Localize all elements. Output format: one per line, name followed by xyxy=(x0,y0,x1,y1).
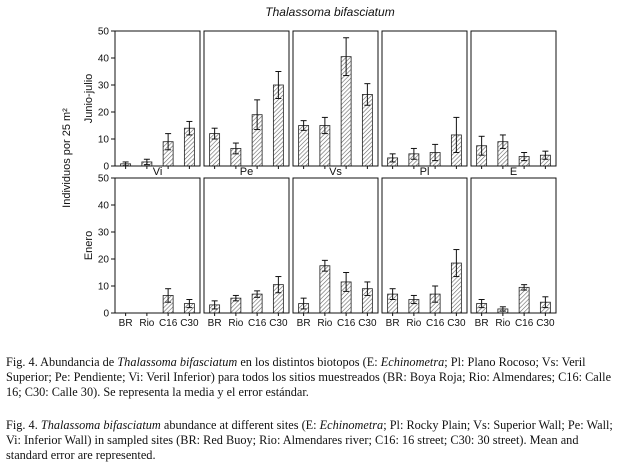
x-tick-label: BR xyxy=(474,318,489,329)
row-label-junio-julio: Junio-julio xyxy=(83,73,95,124)
panel-frame xyxy=(471,178,556,313)
y-tick-label: 50 xyxy=(97,173,109,185)
x-tick-label: C30 xyxy=(447,318,466,329)
x-tick-label: Rio xyxy=(317,318,333,329)
row-label-enero: Enero xyxy=(83,230,95,261)
panel-label-pe: Pe xyxy=(239,166,254,178)
caption-es-echinometra: Echinometra xyxy=(380,355,445,369)
y-tick-label: 0 xyxy=(103,161,109,173)
x-tick-label: Rio xyxy=(139,318,155,329)
x-tick-label: C16 xyxy=(158,318,178,329)
bar xyxy=(519,287,529,313)
caption-es-part1: Fig. 4. Abundancia de xyxy=(6,355,118,369)
caption-en-echinometra: Echinometra xyxy=(319,418,384,432)
caption-spanish xyxy=(6,355,616,401)
caption-es-part2: en los distintos biotopos (E: xyxy=(237,355,381,369)
x-tick-label: BR xyxy=(296,318,311,329)
x-tick-label: C30 xyxy=(536,318,555,329)
caption-english xyxy=(6,418,616,464)
x-tick-label: C16 xyxy=(425,318,445,329)
caption-es-species: Thalassoma bifasciatum xyxy=(117,355,238,369)
x-tick-label: C30 xyxy=(358,318,377,329)
x-tick-label: C30 xyxy=(269,318,288,329)
panel-label-e: E xyxy=(509,166,518,178)
x-tick-label: C16 xyxy=(514,318,534,329)
caption-en-part3: ; Pl: Rocky Plain; Vs: Superior Wall; Pe: Wall; Vi: Inferior Wall) in sampled sites (BR: Red Buoy; Rio: Almendares river; C16: 16 street; C30: 30 street). Mean and standard error are represented. xyxy=(6,418,613,463)
x-tick-label: BR xyxy=(207,318,222,329)
panel-frame xyxy=(115,178,200,313)
x-tick-label: BR xyxy=(118,318,133,329)
y-tick-label: 10 xyxy=(97,134,109,146)
y-tick-label: 40 xyxy=(97,53,109,65)
caption-en-part1: Fig. 4. xyxy=(6,418,41,432)
y-tick-label: 20 xyxy=(97,107,109,119)
x-tick-label: BR xyxy=(385,318,400,329)
x-tick-label: C16 xyxy=(247,318,267,329)
y-tick-label: 30 xyxy=(97,80,109,92)
panel-label-vs: Vs xyxy=(329,166,342,178)
y-tick-label: 20 xyxy=(97,254,109,266)
y-tick-label: 30 xyxy=(97,227,109,239)
x-tick-label: C30 xyxy=(180,318,199,329)
x-tick-label: Rio xyxy=(406,318,422,329)
panel-label-vi: Vi xyxy=(152,166,163,178)
caption-en-part2: abundance at different sites (E: xyxy=(160,418,320,432)
bar xyxy=(299,126,309,167)
y-tick-label: 0 xyxy=(103,308,109,320)
x-tick-label: C16 xyxy=(336,318,356,329)
chart-title: Thalassoma bifasciatum xyxy=(265,5,395,19)
caption-en-species: Thalassoma bifasciatum xyxy=(40,418,161,432)
x-tick-label: Rio xyxy=(228,318,244,329)
y-tick-label: 10 xyxy=(97,281,109,293)
panel-label-pl: Pl xyxy=(419,166,430,178)
x-tick-label: Rio xyxy=(495,318,511,329)
bar xyxy=(320,266,330,313)
y-tick-label: 50 xyxy=(97,26,109,38)
y-axis-label: Individuos por 25 m² xyxy=(61,108,73,208)
caption-es-part3: ; Pl: Plano Rocoso; Vs: Veril Superior; Pe: Pendiente; Vi: Veril Inferior) para todos los sitios muestreados (BR: Boya Roja; Rio: Almendares; C16: Calle 16; C30: Calle 30). Se representa la media y el error estándar. xyxy=(6,355,612,400)
y-tick-label: 40 xyxy=(97,200,109,212)
panel-grid xyxy=(83,27,556,330)
